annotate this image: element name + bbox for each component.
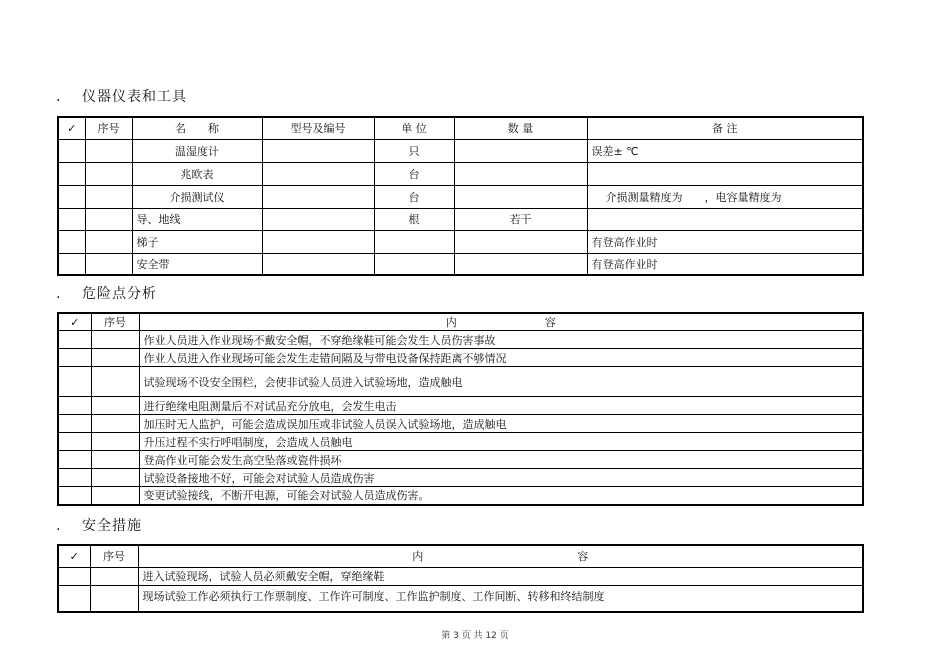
- index-cell: [91, 331, 139, 349]
- quantity-header: 数 量: [454, 117, 587, 139]
- unit-header: 单 位: [374, 117, 454, 139]
- content-cell: 登高作业可能会发生高空坠落或瓷件损坏: [139, 451, 863, 469]
- index-cell: [91, 433, 139, 451]
- table-row: [58, 162, 863, 185]
- index-cell: [85, 139, 132, 162]
- model-cell: [262, 208, 374, 230]
- section-bullet: .: [56, 518, 62, 534]
- quantity-cell: 若干: [454, 208, 587, 230]
- table-row: [58, 367, 863, 397]
- index-cell: [91, 367, 139, 397]
- hazards-table: [57, 312, 864, 506]
- table-row: [58, 397, 863, 415]
- content-header: 内 容: [139, 313, 863, 331]
- model-cell: [262, 230, 374, 253]
- name-cell: 介损测试仪: [132, 185, 262, 208]
- instruments-table: [57, 116, 864, 276]
- page-number-footer: 第 3 页 共 12 页: [441, 631, 509, 641]
- table-header-row: [58, 545, 863, 567]
- section-heading-instruments: [56, 86, 187, 106]
- content-cell: 作业人员进入作业现场可能会发生走错间隔及与带电设备保持距离不够情况: [139, 349, 863, 367]
- remarks-cell: [587, 162, 863, 185]
- unit-cell: [374, 253, 454, 275]
- unit-cell: 只: [374, 139, 454, 162]
- unit-cell: 台: [374, 162, 454, 185]
- name-cell: 安全带: [132, 253, 262, 275]
- index-cell: [91, 397, 139, 415]
- check-cell: [58, 433, 91, 451]
- model-cell: [262, 139, 374, 162]
- section-title: 仪器仪表和工具: [82, 89, 187, 105]
- index-cell: [85, 253, 132, 275]
- index-cell: [91, 469, 139, 487]
- unit-cell: 台: [374, 185, 454, 208]
- section-title: 安全措施: [82, 518, 142, 534]
- check-cell: [58, 139, 85, 162]
- check-cell: [58, 487, 91, 505]
- table-row: [58, 469, 863, 487]
- table-row: [58, 230, 863, 253]
- content-cell: 试验设备接地不好，可能会对试验人员造成伤害: [139, 469, 863, 487]
- check-cell: [58, 349, 91, 367]
- table-row: [58, 139, 863, 162]
- table-row: [58, 415, 863, 433]
- quantity-cell: [454, 139, 587, 162]
- index-cell: [85, 162, 132, 185]
- quantity-cell: [454, 230, 587, 253]
- check-cell: [58, 397, 91, 415]
- check-cell: [58, 469, 91, 487]
- unit-cell: [374, 230, 454, 253]
- remarks-cell: 误差± ℃: [587, 139, 863, 162]
- table-header-row: [58, 117, 863, 139]
- section-heading-hazards: [56, 283, 157, 303]
- check-cell: [58, 451, 91, 469]
- quantity-cell: [454, 185, 587, 208]
- remarks-cell: 介损测量精度为 ，电容量精度为: [587, 185, 863, 208]
- check-cell: [58, 253, 85, 275]
- model-cell: [262, 253, 374, 275]
- content-cell: 加压时无人监护，可能会造成误加压或非试验人员误入试验场地，造成触电: [139, 415, 863, 433]
- name-cell: 梯子: [132, 230, 262, 253]
- index-cell: [91, 349, 139, 367]
- content-cell: 现场试验工作必须执行工作票制度、工作许可制度、工作监护制度、工作间断、转移和终结制度: [138, 585, 863, 612]
- check-cell: [58, 585, 90, 612]
- model-cell: [262, 162, 374, 185]
- table-row: [58, 567, 863, 585]
- table-row: [58, 487, 863, 505]
- unit-cell: 根: [374, 208, 454, 230]
- table-row: [58, 451, 863, 469]
- name-cell: 导、地线: [132, 208, 262, 230]
- table-row: [58, 433, 863, 451]
- check-cell: [58, 567, 90, 585]
- index-header: 序号: [85, 117, 132, 139]
- index-cell: [85, 208, 132, 230]
- section-bullet: .: [56, 89, 62, 105]
- table-row: [58, 349, 863, 367]
- name-cell: 温湿度计: [132, 139, 262, 162]
- content-cell: 升压过程不实行呼唱制度，会造成人员触电: [139, 433, 863, 451]
- index-cell: [91, 487, 139, 505]
- remarks-cell: 有登高作业时: [587, 253, 863, 275]
- check-cell: [58, 367, 91, 397]
- quantity-cell: [454, 162, 587, 185]
- remarks-cell: [587, 208, 863, 230]
- content-header: 内 容: [138, 545, 863, 567]
- section-bullet: .: [56, 286, 62, 302]
- remarks-cell: 有登高作业时: [587, 230, 863, 253]
- check-cell: [58, 208, 85, 230]
- table-row: [58, 585, 863, 612]
- model-cell: [262, 185, 374, 208]
- content-cell: 试验现场不设安全围栏，会使非试验人员进入试验场地，造成触电: [139, 367, 863, 397]
- check-header: ✓: [58, 545, 90, 567]
- index-cell: [91, 415, 139, 433]
- check-cell: [58, 331, 91, 349]
- table-header-row: [58, 313, 863, 331]
- index-cell: [90, 585, 138, 612]
- index-cell: [85, 230, 132, 253]
- index-header: 序号: [90, 545, 138, 567]
- index-cell: [90, 567, 138, 585]
- model-header: 型号及编号: [262, 117, 374, 139]
- section-title: 危险点分析: [82, 286, 157, 302]
- section-heading-safety: [56, 515, 142, 535]
- content-cell: 变更试验接线，不断开电源，可能会对试验人员造成伤害。: [139, 487, 863, 505]
- check-header: ✓: [58, 117, 85, 139]
- check-header: ✓: [58, 313, 91, 331]
- table-row: [58, 185, 863, 208]
- check-cell: [58, 230, 85, 253]
- content-cell: 进入试验现场，试验人员必须戴安全帽，穿绝缘鞋: [138, 567, 863, 585]
- remarks-header: 备 注: [587, 117, 863, 139]
- check-cell: [58, 185, 85, 208]
- name-cell: 兆欧表: [132, 162, 262, 185]
- table-row: [58, 253, 863, 275]
- content-cell: 进行绝缘电阻测量后不对试品充分放电，会发生电击: [139, 397, 863, 415]
- quantity-cell: [454, 253, 587, 275]
- safety-table: [57, 544, 864, 613]
- index-header: 序号: [91, 313, 139, 331]
- content-cell: 作业人员进入作业现场不戴安全帽，不穿绝缘鞋可能会发生人员伤害事故: [139, 331, 863, 349]
- index-cell: [85, 185, 132, 208]
- index-cell: [91, 451, 139, 469]
- table-row: [58, 331, 863, 349]
- check-cell: [58, 162, 85, 185]
- table-row: [58, 208, 863, 230]
- name-header: 名 称: [132, 117, 262, 139]
- check-cell: [58, 415, 91, 433]
